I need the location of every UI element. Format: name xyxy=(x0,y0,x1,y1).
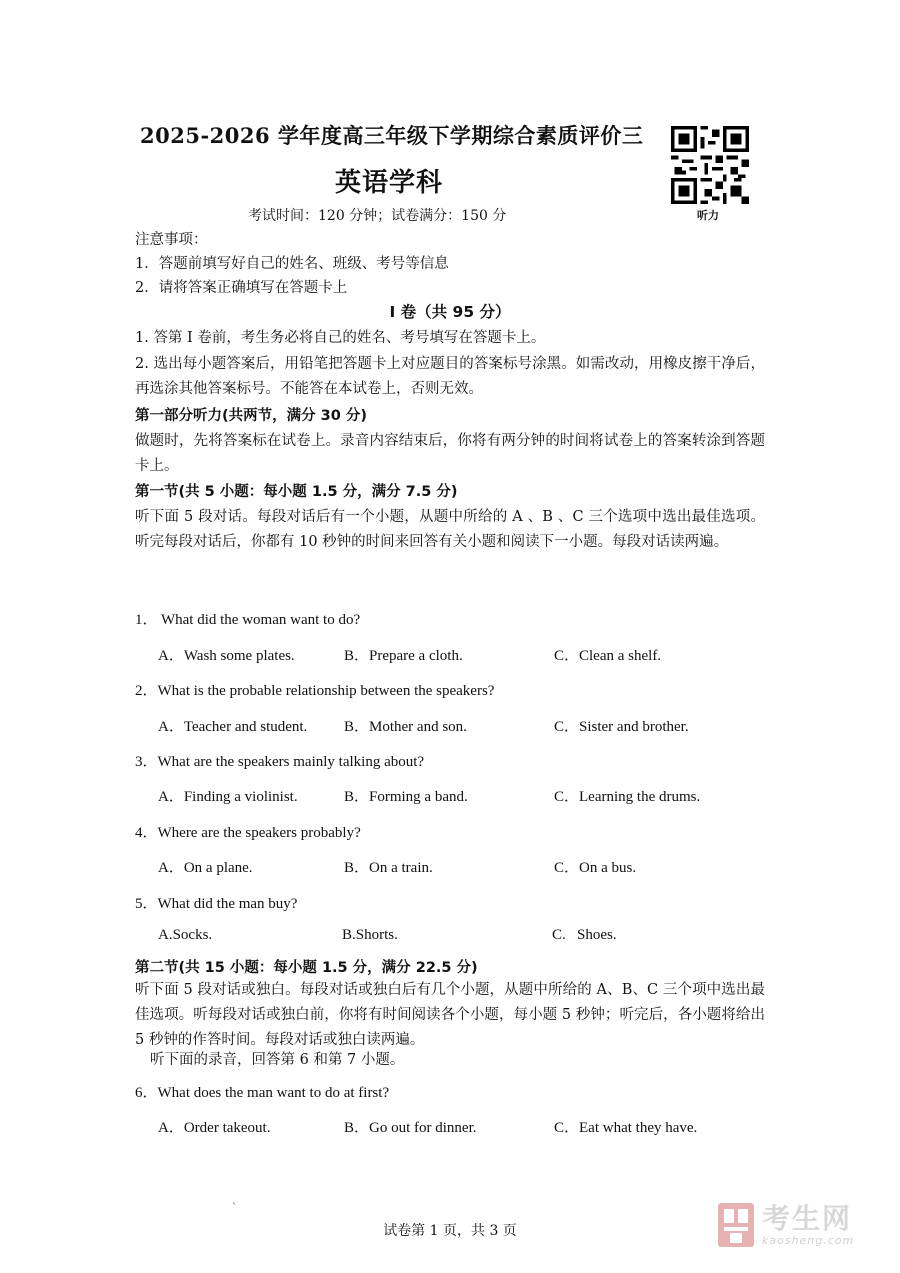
part1-instruction: 做题时，先将答案标在试卷上。录音内容结束后，你将有两分钟的时间将试卷上的答案转涂到答题卡上。 xyxy=(135,433,765,474)
qr-listening-label: 听力 xyxy=(697,209,719,222)
question-text: 3．What are the speakers mainly talking about? xyxy=(135,754,425,770)
volume-instruction: 2. 选出每小题答案后，用铅笔把答题卡上对应题目的答案标号涂黑。如需改动，用橡皮擦干净后，再选涂其他答案标号。不能答在本试卷上，否则无效。 xyxy=(135,356,765,397)
section1-instruction: 听下面 5 段对话。每段对话后有一个小题，从题中所给的 A 、B 、C 三个选项中选出最佳选项。听完每段对话后，你都有 10 秒钟的时间来回答有关小题和阅读下一小题。每段对话读两遍。 xyxy=(135,509,765,550)
question-text: 4．Where are the speakers probably? xyxy=(135,825,361,841)
watermark-url: kaosheng.com xyxy=(762,1233,855,1247)
question-text: 1． What did the woman want to do? xyxy=(135,612,361,628)
question-text: 2．What is the probable relationship between the speakers? xyxy=(135,683,495,699)
option-c[interactable]: C．On a bus. xyxy=(554,860,637,876)
option-a[interactable]: A．Finding a violinist. xyxy=(158,789,298,805)
exam-time-info: 考试时间：120 分钟；试卷满分：150 分 xyxy=(248,208,507,224)
watermark xyxy=(716,1201,854,1249)
section2-instruction: 听下面 5 段对话或独白。每段对话或独白后有几个小题，从题中所给的 A、B、C 三个项中选出最佳选项。听每段对话或独白前，你将有时间阅读各个小题，每小题 5 秒钟；听完后，各小题将给出 5 秒钟的作答时间。每段对话或独白读两遍。 xyxy=(135,982,765,1048)
option-c[interactable]: C．Eat what they have. xyxy=(554,1120,698,1136)
option-b[interactable]: B．Prepare a cloth. xyxy=(344,648,463,664)
page-footer: 试卷第 1 页，共 3 页 xyxy=(383,1223,517,1239)
stray-mark: ` xyxy=(232,1203,237,1214)
section2-heading: 第二节(共 15 小题：每小题 1.5 分，满分 22.5 分) xyxy=(135,960,478,976)
option-a[interactable]: A．Wash some plates. xyxy=(158,648,295,664)
option-b[interactable]: B.Shorts. xyxy=(342,927,398,943)
option-a[interactable]: A．Teacher and student. xyxy=(158,719,308,735)
option-a[interactable]: A．On a plane. xyxy=(158,860,253,876)
option-c[interactable]: C．Sister and brother. xyxy=(554,719,689,735)
volume-title: I 卷（共 95 分） xyxy=(389,303,511,321)
option-c[interactable]: C. Shoes. xyxy=(552,927,617,943)
option-a[interactable]: A.Socks. xyxy=(158,927,213,943)
notes-item: 1．答题前填写好自己的姓名、班级、考号等信息 xyxy=(135,256,449,272)
option-b[interactable]: B．On a train. xyxy=(344,860,433,876)
exam-title: 2025-2026 学年度高三年级下学期综合素质评价三 xyxy=(140,123,644,148)
option-b[interactable]: B．Mother and son. xyxy=(344,719,467,735)
part1-heading: 第一部分听力(共两节，满分 30 分) xyxy=(135,408,368,424)
option-b[interactable]: B．Forming a band. xyxy=(344,789,468,805)
section2-sub-instruction: 听下面的录音，回答第 6 和第 7 小题。 xyxy=(150,1052,405,1068)
subject-title: 英语学科 xyxy=(335,168,444,198)
notes-heading: 注意事项： xyxy=(135,232,208,248)
option-a[interactable]: A．Order takeout. xyxy=(158,1120,271,1136)
option-c[interactable]: C．Learning the drums. xyxy=(554,789,701,805)
kaosheng-logo-icon xyxy=(716,1201,756,1249)
question-text: 5．What did the man buy? xyxy=(135,896,298,912)
question-text: 6．What does the man want to do at first? xyxy=(135,1085,390,1101)
section1-heading: 第一节(共 5 小题：每小题 1.5 分，满分 7.5 分) xyxy=(135,484,458,500)
watermark-brand: 考生网 xyxy=(762,1201,853,1235)
notes-item: 2．请将答案正确填写在答题卡上 xyxy=(135,280,348,296)
option-c[interactable]: C．Clean a shelf. xyxy=(554,648,662,664)
option-b[interactable]: B．Go out for dinner. xyxy=(344,1120,477,1136)
qr-code-icon[interactable] xyxy=(671,126,749,204)
volume-instruction: 1. 答第 I 卷前，考生务必将自己的姓名、考号填写在答题卡上。 xyxy=(135,330,546,346)
